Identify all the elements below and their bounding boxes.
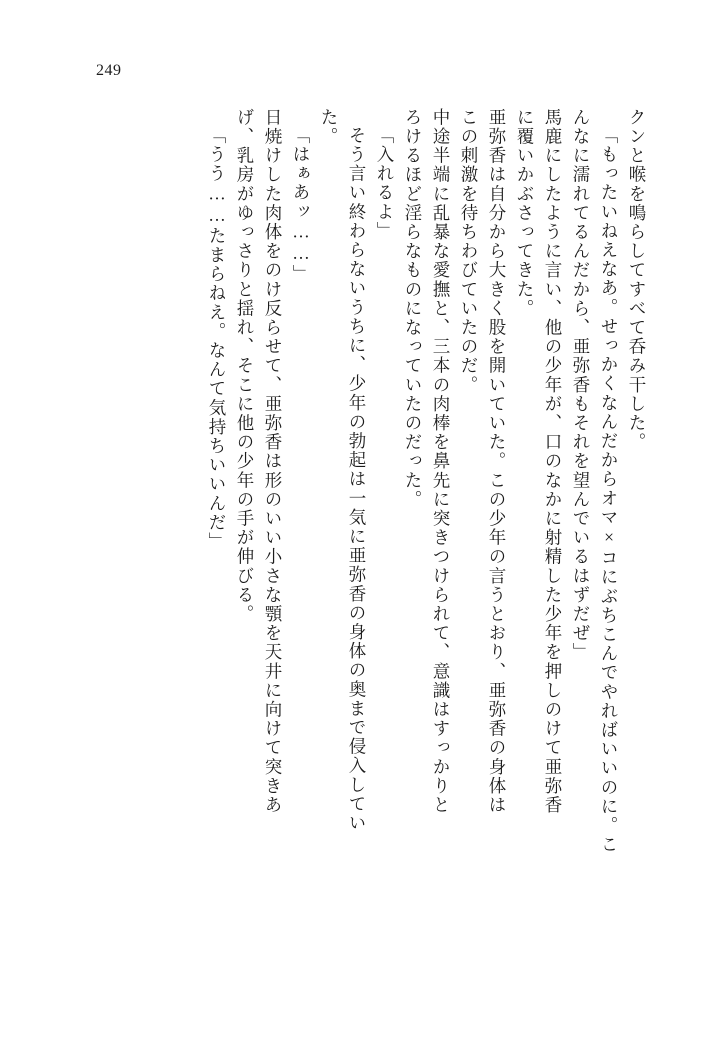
text-line: んなに濡れてるんだから、亜弥香もそれを望んでいるはずだぜ」 [571, 108, 591, 662]
text-line: ろけるほど淫らなものになっていたのだった。 [403, 108, 423, 510]
text-line: 中途半端に乱暴な愛撫と、三本の肉棒を鼻先に突きつけられて、意識はすっかりと [431, 108, 451, 815]
text-line: げ、乳房がゆっさりと揺れ、そこに他の少年の手が伸びる。 [235, 108, 255, 624]
page-number: 249 [96, 62, 122, 79]
text-line: 「うう……たまらねえ。なんて気持ちいいんだ」 [207, 126, 227, 552]
text-line: 馬鹿にしたように言い、他の少年が、口のなかに射精した少年を押しのけて亜弥香 [543, 108, 563, 815]
text-line: 「はぁあッ……」 [291, 126, 311, 284]
text-line: 日焼けした肉体をのけ反らせて、亜弥香は形のいい小さな顎を天井に向けて突きあ [263, 108, 283, 815]
text-line: 亜弥香は自分から大きく股を開いていた。この少年の言うとおり、亜弥香の身体は [487, 108, 507, 815]
vertical-text-body [85, 108, 645, 938]
text-line: クンと喉を鳴らしてすべて呑み干した。 [627, 108, 647, 452]
text-line: 「入れるよ」 [375, 126, 395, 241]
text-line: た。 [319, 108, 339, 147]
text-line: そう言い終わらないうちに、少年の勃起は一気に亜弥香の身体の奥まで侵入してい [347, 126, 367, 833]
text-line: この刺激を待ちわびていたのだ。 [459, 108, 479, 395]
text-line: に覆いかぶさってきた。 [515, 108, 535, 319]
text-line: 「もったいねえなあ。せっかくなんだからオマ×コにぶちこんでやればいいのに。こ [599, 126, 619, 855]
